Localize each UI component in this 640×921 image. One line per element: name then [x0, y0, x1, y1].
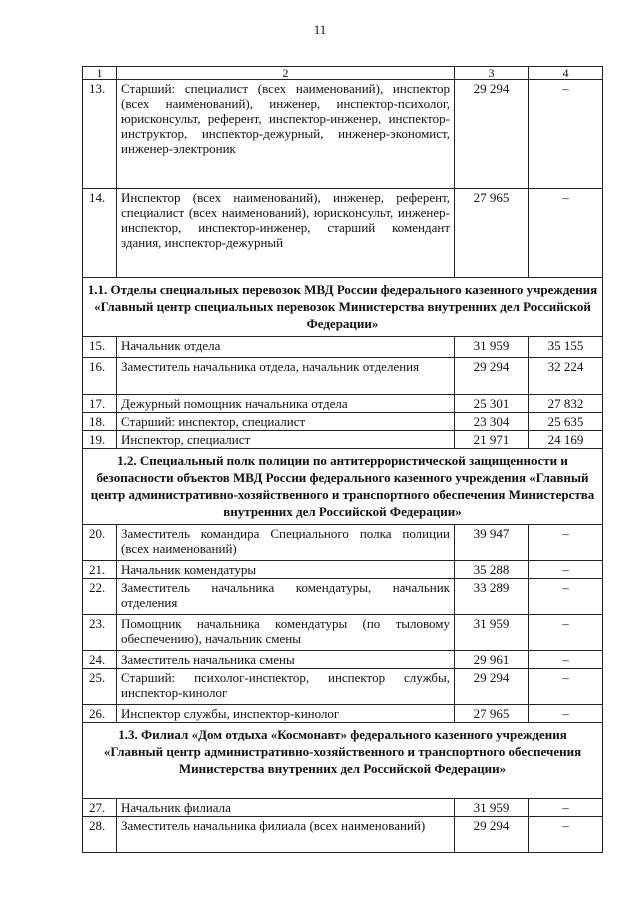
row-number: 13.	[83, 80, 117, 189]
row-number: 28.	[83, 817, 117, 853]
column-header-1: 1	[83, 67, 117, 80]
position-title: Начальник отдела	[117, 337, 455, 358]
position-title: Дежурный помощник начальника отдела	[117, 395, 455, 413]
table-row	[83, 358, 603, 395]
salary-value-2: –	[529, 651, 603, 669]
row-number: 26.	[83, 705, 117, 723]
position-title: Инспектор (всех наименований), инженер, референт, специалист (всех наименований), юрисконсульт, инженер-инспектор, инспектор-инженер, старший комендант здания, инспектор-дежурный	[117, 189, 455, 278]
salary-value: 29 294	[455, 80, 529, 189]
row-number: 27.	[83, 799, 117, 817]
table-row	[83, 705, 603, 723]
salary-value-2: –	[529, 189, 603, 278]
table-row	[83, 561, 603, 579]
table-row	[83, 799, 603, 817]
salary-value: 31 959	[455, 799, 529, 817]
salary-value: 31 959	[455, 615, 529, 651]
salary-value: 29 294	[455, 669, 529, 705]
row-number: 14.	[83, 189, 117, 278]
position-title: Старший: психолог-инспектор, инспектор службы, инспектор-кинолог	[117, 669, 455, 705]
salary-value-2: –	[529, 817, 603, 853]
salary-value-2: –	[529, 615, 603, 651]
salary-value: 25 301	[455, 395, 529, 413]
position-title: Старший: специалист (всех наименований), инспектор (всех наименований), инженер, инспектор-психолог, юрисконсульт, референт, инспектор-инженер, инспектор-инструктор, инспектор-дежурный, инженер-экономист, инженер-электроник	[117, 80, 455, 189]
position-title: Инспектор службы, инспектор-кинолог	[117, 705, 455, 723]
row-number: 15.	[83, 337, 117, 358]
salary-value-2: –	[529, 799, 603, 817]
salary-value-2: 24 169	[529, 431, 603, 449]
section-heading-1-2: 1.2. Специальный полк полиции по антитеррористической защищенности и безопасности объектов МВД России федерального казенного учреждения «Главный центр административно-хозяйственного и транспортного обеспечения Министерства внутренних дел Российской Федерации»	[83, 449, 603, 525]
table-row	[83, 651, 603, 669]
table-row	[83, 615, 603, 651]
position-title: Заместитель начальника филиала (всех наименований)	[117, 817, 455, 853]
salary-value: 39 947	[455, 525, 529, 561]
table-row	[83, 579, 603, 615]
salary-value-2: –	[529, 80, 603, 189]
salary-value: 29 294	[455, 817, 529, 853]
position-title: Начальник комендатуры	[117, 561, 455, 579]
salary-value: 29 294	[455, 358, 529, 395]
position-title: Старший: инспектор, специалист	[117, 413, 455, 431]
position-title: Заместитель командира Специального полка полиции (всех наименований)	[117, 525, 455, 561]
row-number: 18.	[83, 413, 117, 431]
column-header-4: 4	[529, 67, 603, 80]
salary-value: 35 288	[455, 561, 529, 579]
row-number: 17.	[83, 395, 117, 413]
row-number: 23.	[83, 615, 117, 651]
salary-value: 27 965	[455, 189, 529, 278]
salary-value: 29 961	[455, 651, 529, 669]
salary-value-2: –	[529, 579, 603, 615]
position-title: Помощник начальника комендатуры (по тыловому обеспечению), начальник смены	[117, 615, 455, 651]
position-title: Заместитель начальника отдела, начальник отделения	[117, 358, 455, 395]
salary-value: 23 304	[455, 413, 529, 431]
salary-value: 33 289	[455, 579, 529, 615]
table-row	[83, 337, 603, 358]
salary-value-2: 35 155	[529, 337, 603, 358]
position-title: Начальник филиала	[117, 799, 455, 817]
salary-value-2: 25 635	[529, 413, 603, 431]
table-row	[83, 395, 603, 413]
row-number: 25.	[83, 669, 117, 705]
salary-value: 31 959	[455, 337, 529, 358]
position-title: Заместитель начальника смены	[117, 651, 455, 669]
table-row	[83, 413, 603, 431]
row-number: 24.	[83, 651, 117, 669]
section-heading-1-3: 1.3. Филиал «Дом отдыха «Космонавт» федерального казенного учреждения «Главный центр административно-хозяйственного и транспортного обеспечения Министерства внутренних дел Российской Федерации»	[83, 723, 603, 799]
position-title: Инспектор, специалист	[117, 431, 455, 449]
section-heading-row	[83, 278, 603, 337]
row-number: 20.	[83, 525, 117, 561]
section-heading-row	[83, 723, 603, 799]
table-row	[83, 431, 603, 449]
table-header-row	[83, 67, 603, 80]
salary-value: 27 965	[455, 705, 529, 723]
table-row	[83, 80, 603, 189]
salary-value-2: 27 832	[529, 395, 603, 413]
salary-value-2: 32 224	[529, 358, 603, 395]
row-number: 22.	[83, 579, 117, 615]
row-number: 16.	[83, 358, 117, 395]
row-number: 21.	[83, 561, 117, 579]
salary-value-2: –	[529, 561, 603, 579]
salary-value-2: –	[529, 525, 603, 561]
page-number: 11	[313, 22, 327, 37]
salary-value: 21 971	[455, 431, 529, 449]
section-heading-row	[83, 449, 603, 525]
salary-table	[82, 66, 603, 853]
salary-value-2: –	[529, 669, 603, 705]
table-row	[83, 189, 603, 278]
section-heading-1-1: 1.1. Отделы специальных перевозок МВД России федерального казенного учреждения «Главный центр специальных перевозок Министерства внутренних дел Российской Федерации»	[83, 278, 603, 337]
table-row	[83, 525, 603, 561]
table-row	[83, 669, 603, 705]
column-header-2: 2	[117, 67, 455, 80]
row-number: 19.	[83, 431, 117, 449]
table-row	[83, 817, 603, 853]
salary-value-2: –	[529, 705, 603, 723]
column-header-3: 3	[455, 67, 529, 80]
position-title: Заместитель начальника комендатуры, начальник отделения	[117, 579, 455, 615]
